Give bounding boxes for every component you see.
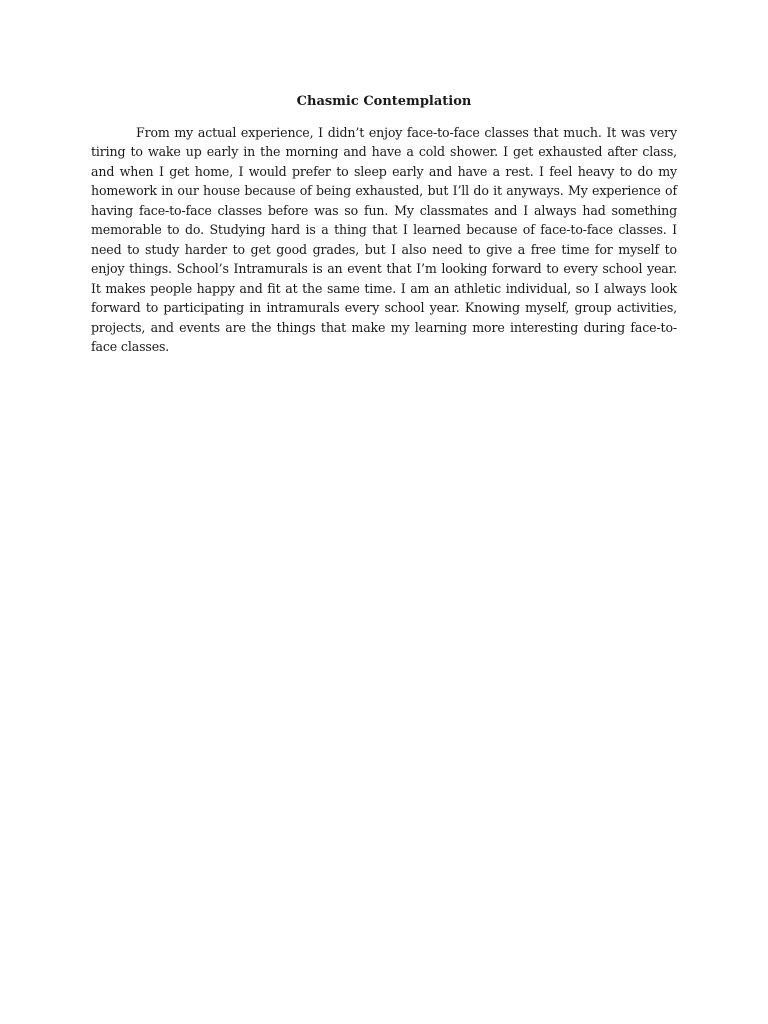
document-paragraph: From my actual experience, I didn’t enjoy face-to-face classes that much. It was very tiring to wake up early in the morning and have a cold shower. I get exhausted after class, and when I get home, I would prefer to sleep early and have a rest. I feel heavy to do my homework in our house because of being exhausted, but I’ll do it anyways. My experience of having face-to-face classes before was so fun. My classmates and I always had something memorable to do. Studying hard is a thing that I learned because of face-to-face classes. I need to study harder to get good grades, but I also need to give a free time for myself to enjoy things. School’s Intramurals is an event that I’m looking forward to every school year. It makes people happy and fit at the same time. I am an athletic individual, so I always look forward to participating in intramurals every school year. Knowing myself, group activities, projects, and events are the things that make my learning more interesting during face-to-face classes. — [91, 125, 677, 354]
document-title: Chasmic Contemplation — [296, 94, 472, 109]
